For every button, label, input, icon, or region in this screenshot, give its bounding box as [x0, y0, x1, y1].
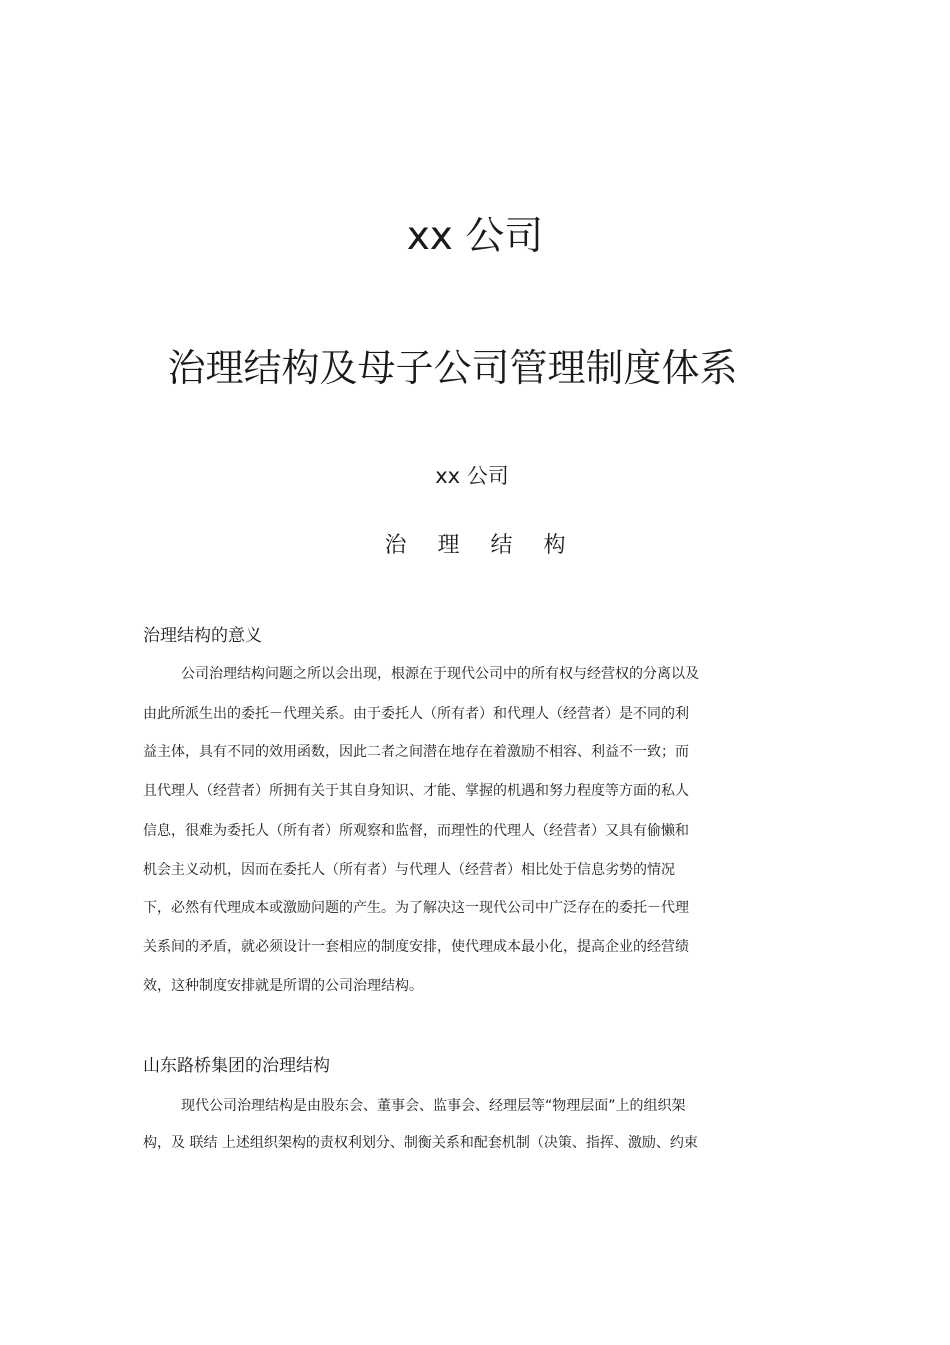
section-company-name: xx 公司 — [435, 464, 509, 488]
heading-shandong-governance: 山东路桥集团的治理结构 — [143, 1056, 330, 1076]
paragraph-line: 公司治理结构问题之所以会出现，根源在于现代公司中的所有权与经营权的分离以及 — [181, 666, 699, 682]
paragraph-line: 关系间的矛盾，就必须设计一套相应的制度安排，使代理成本最小化，提高企业的经营绩 — [143, 939, 689, 955]
paragraph-line: 机会主义动机，因而在委托人（所有者）与代理人（经营者）相比处于信息劣势的情况 — [143, 862, 675, 878]
paragraph-line: 构，及 联结 上述组织架构的责权利划分、制衡关系和配套机制（决策、指挥、激励、约束 — [143, 1135, 698, 1151]
paragraph-line: 且代理人（经营者）所拥有关于其自身知识、才能、掌握的机遇和努力程度等方面的私人 — [143, 783, 689, 799]
paragraph-line: 信息，很难为委托人（所有者）所观察和监督，而理性的代理人（经营者）又具有偷懒和 — [143, 823, 689, 839]
paragraph-line: 效，这种制度安排就是所谓的公司治理结构。 — [143, 978, 423, 994]
section-title: 治理结构 — [384, 533, 597, 558]
paragraph-line: 下，必然有代理成本或激励问题的产生。为了解决这一现代公司中广泛存在的委托－代理 — [143, 900, 689, 916]
paragraph-line: 现代公司治理结构是由股东会、董事会、监事会、经理层等“物理层面”上的组织架 — [181, 1098, 686, 1114]
heading-governance-meaning: 治理结构的意义 — [143, 626, 262, 646]
cover-title: xx 公司 — [406, 214, 544, 259]
paragraph-line: 由此所派生出的委托－代理关系。由于委托人（所有者）和代理人（经营者）是不同的利 — [143, 706, 689, 722]
cover-subtitle: 治理结构及母子公司管理制度体系 — [167, 346, 738, 390]
paragraph-line: 益主体，具有不同的效用函数，因此二者之间潜在地存在着激励不相容、利益不一致；而 — [143, 744, 689, 760]
